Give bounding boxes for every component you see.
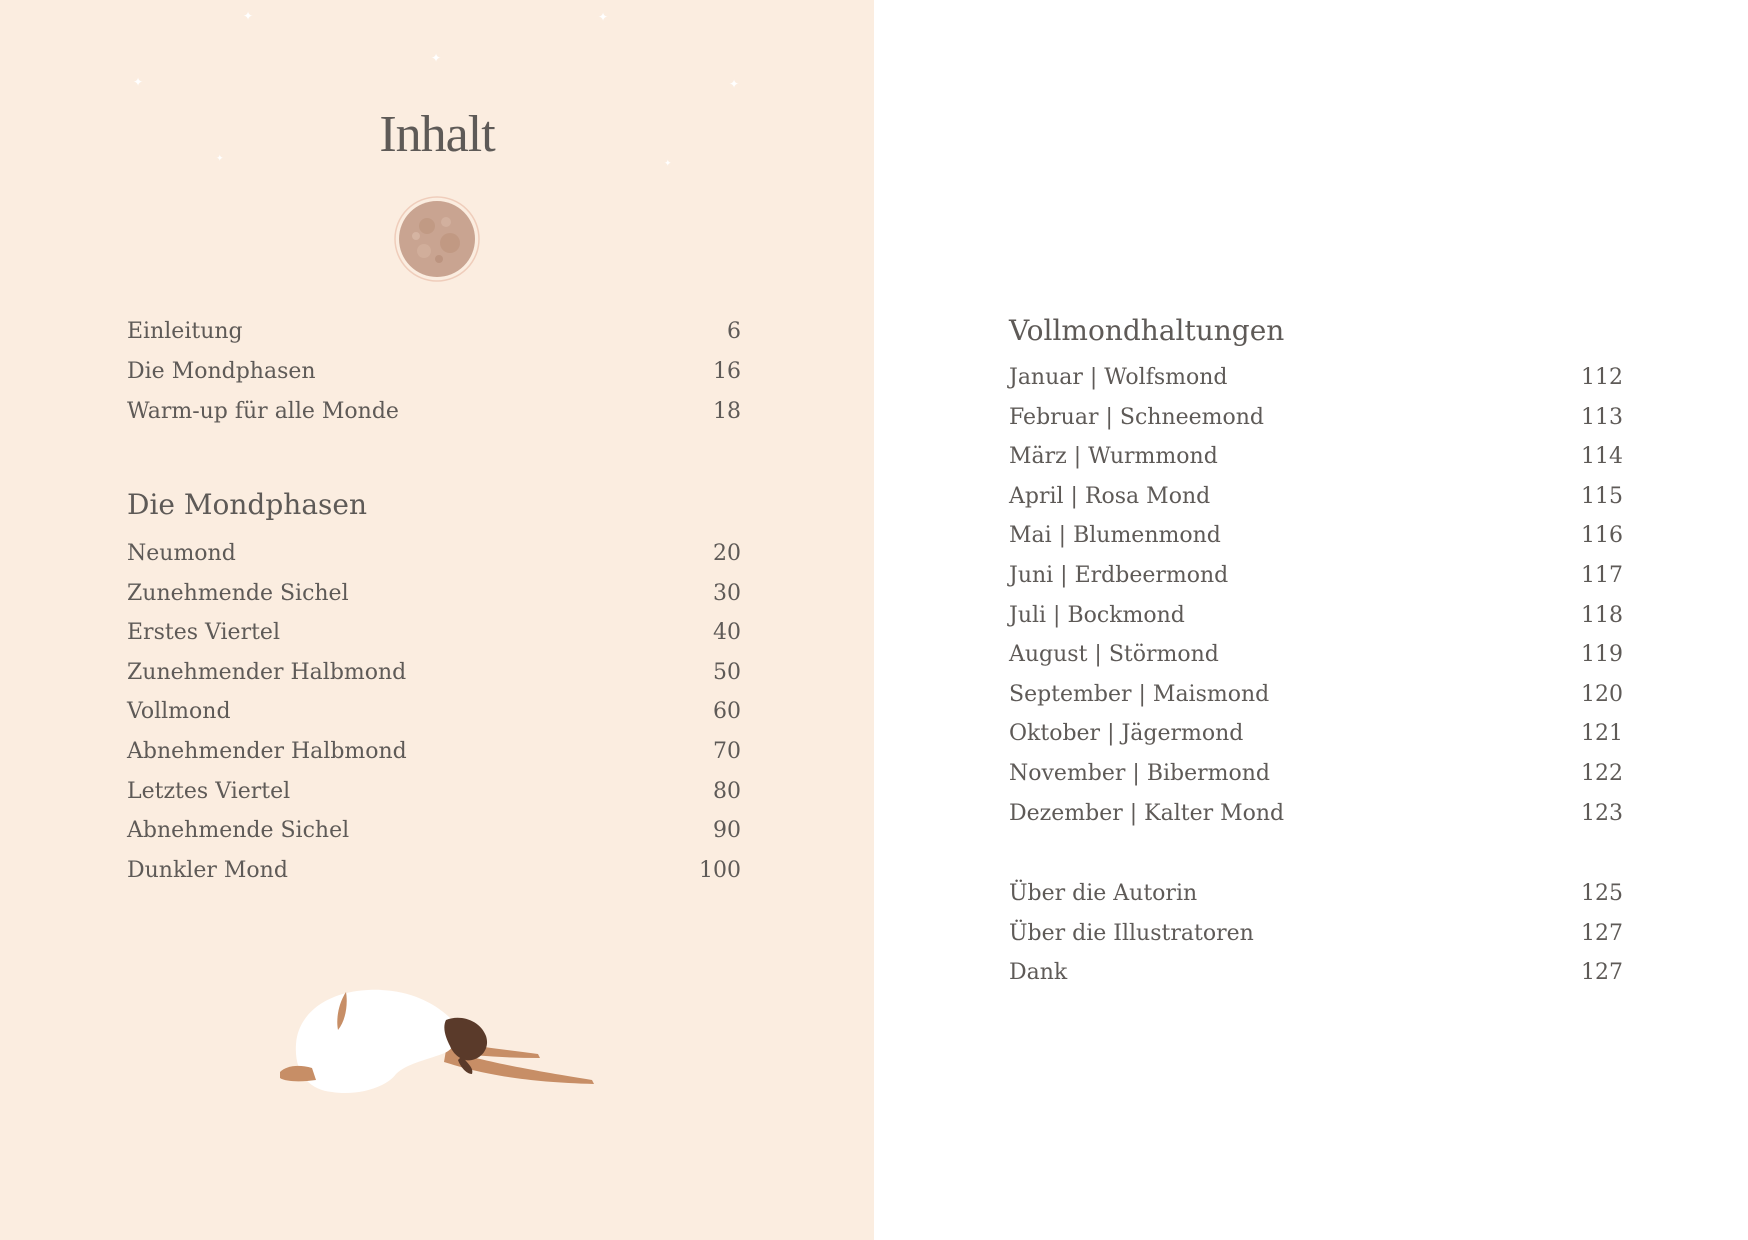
toc-entry-label: Über die Illustratoren (1009, 920, 1254, 946)
toc-entry[interactable] (127, 775, 741, 809)
toc-entry-label: Neumond (127, 541, 236, 566)
toc-entry[interactable] (127, 656, 741, 690)
toc-entry-label: Dezember | Kalter Mond (1009, 800, 1285, 826)
toc-entry-label: Juni | Erdbeermond (1009, 563, 1229, 588)
toc-entry-label: Erstes Viertel (127, 620, 280, 646)
toc-entry[interactable] (127, 315, 741, 349)
sparkle-star-icon: ✦ (431, 51, 442, 65)
toc-entry-page-number: 18 (713, 399, 741, 424)
toc-entry[interactable] (1009, 559, 1623, 593)
toc-entry-label: März | Wurmmond (1009, 444, 1218, 470)
sparkle-star-icon: ✦ (664, 159, 672, 169)
toc-entry-page-number: 119 (1581, 642, 1623, 668)
toc-entry-page-number: 120 (1581, 681, 1623, 707)
sparkle-star-icon: ✦ (243, 9, 254, 23)
toc-entry[interactable] (127, 355, 741, 389)
toc-entry[interactable] (1009, 877, 1623, 911)
toc-entry-label: Einleitung (127, 319, 243, 344)
toc-entry-label: Warm-up für alle Monde (127, 399, 399, 424)
toc-entry-page-number: 123 (1581, 800, 1623, 826)
toc-entry-page-number: 127 (1581, 960, 1623, 986)
toc-entry[interactable] (1009, 401, 1623, 435)
toc-entry-page-number: 6 (727, 319, 741, 344)
toc-entry-page-number: 50 (713, 659, 741, 685)
toc-entry[interactable] (1009, 361, 1623, 395)
toc-entry-page-number: 60 (713, 699, 741, 725)
toc-entry-page-number: 125 (1581, 881, 1623, 906)
toc-entry-page-number: 114 (1581, 444, 1623, 470)
toc-entry-label: Abnehmende Sichel (127, 818, 350, 844)
toc-entry[interactable] (1009, 757, 1623, 791)
toc-entry-label: Vollmond (127, 699, 231, 725)
toc-entry-page-number: 20 (713, 541, 741, 566)
section-heading-mondphasen: Die Mondphasen (127, 488, 367, 521)
toc-entry-label: Oktober | Jägermond (1009, 721, 1244, 747)
toc-entry-label: April | Rosa Mond (1009, 483, 1211, 509)
toc-entry[interactable] (1009, 480, 1623, 514)
toc-entry-label: November | Bibermond (1009, 761, 1271, 786)
toc-entry-label: Dunkler Mond (127, 857, 288, 883)
toc-entry[interactable] (127, 814, 741, 848)
toc-entry[interactable] (127, 616, 741, 650)
toc-entry[interactable] (1009, 717, 1623, 751)
toc-entry[interactable] (127, 577, 741, 611)
full-moon-icon (394, 196, 480, 282)
toc-entry-page-number: 118 (1581, 602, 1623, 628)
toc-entry[interactable] (1009, 519, 1623, 553)
toc-entry-label: Dank (1009, 960, 1068, 986)
toc-entry[interactable] (127, 537, 741, 571)
toc-entry-page-number: 16 (713, 359, 741, 384)
toc-entry-page-number: 90 (713, 818, 741, 844)
toc-entry[interactable] (127, 695, 741, 729)
toc-entry-label: Zunehmende Sichel (127, 580, 349, 606)
toc-entry-label: Letztes Viertel (127, 778, 291, 804)
toc-entry[interactable] (1009, 797, 1623, 831)
toc-entry-page-number: 40 (713, 620, 741, 646)
toc-entry-page-number: 70 (713, 739, 741, 764)
toc-entry-label: Die Mondphasen (127, 359, 316, 384)
toc-entry-page-number: 100 (699, 857, 741, 883)
toc-entry-label: September | Maismond (1009, 681, 1270, 707)
toc-entry[interactable] (1009, 599, 1623, 633)
toc-entry[interactable] (127, 854, 741, 888)
toc-entry[interactable] (127, 735, 741, 769)
toc-entry-page-number: 115 (1581, 483, 1623, 509)
sparkle-star-icon: ✦ (729, 77, 740, 91)
page-title: Inhalt (379, 106, 495, 163)
toc-entry[interactable] (1009, 440, 1623, 474)
toc-entry-page-number: 80 (713, 778, 741, 804)
toc-entry[interactable] (1009, 638, 1623, 672)
toc-entry-label: Abnehmender Halbmond (127, 739, 407, 764)
toc-entry[interactable] (1009, 678, 1623, 712)
section-heading-vollmondhaltungen: Vollmondhaltungen (1009, 314, 1285, 347)
toc-entry-page-number: 113 (1581, 404, 1623, 430)
sparkle-star-icon: ✦ (598, 10, 609, 24)
toc-entry-label: Über die Autorin (1009, 881, 1198, 906)
toc-entry-label: Februar | Schneemond (1009, 404, 1265, 430)
toc-entry[interactable] (1009, 917, 1623, 951)
toc-entry-page-number: 122 (1581, 761, 1623, 786)
toc-entry[interactable] (127, 395, 741, 429)
yoga-childs-pose-illustration (276, 984, 596, 1094)
sparkle-star-icon: ✦ (133, 75, 144, 89)
toc-entry-page-number: 127 (1581, 920, 1623, 946)
toc-entry-page-number: 117 (1581, 563, 1623, 588)
toc-entry-page-number: 30 (713, 580, 741, 606)
sparkle-star-icon: ✦ (216, 154, 224, 164)
toc-entry-label: Juli | Bockmond (1009, 602, 1185, 628)
toc-entry-label: August | Störmond (1009, 642, 1219, 668)
toc-entry-page-number: 121 (1581, 721, 1623, 747)
toc-entry[interactable] (1009, 956, 1623, 990)
toc-entry-page-number: 112 (1581, 365, 1623, 390)
toc-entry-label: Zunehmender Halbmond (127, 659, 407, 685)
toc-entry-page-number: 116 (1581, 523, 1623, 549)
toc-entry-label: Januar | Wolfsmond (1009, 365, 1228, 390)
toc-entry-label: Mai | Blumenmond (1009, 523, 1221, 549)
